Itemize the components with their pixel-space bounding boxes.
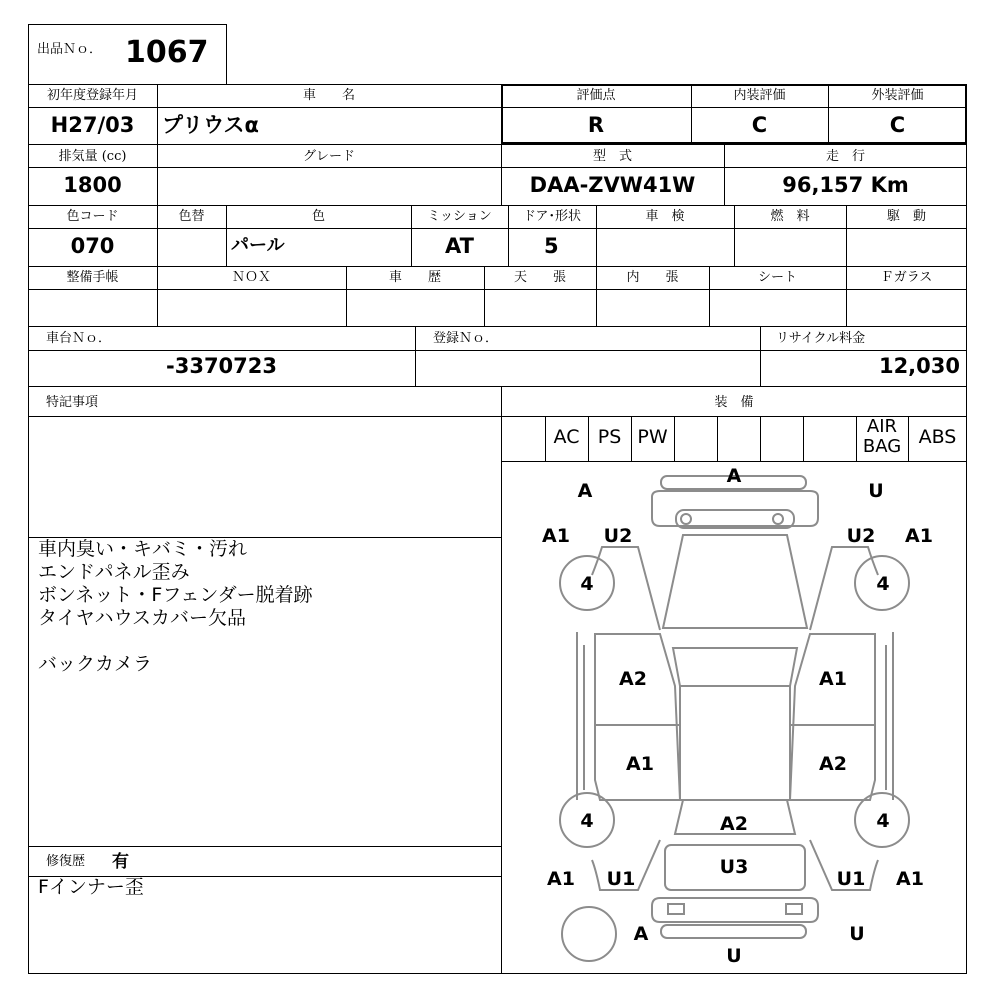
- repair-detail: Fインナー歪: [38, 876, 144, 898]
- notes-label: 特記事項: [46, 395, 99, 410]
- mission-label: ミッション: [427, 209, 492, 224]
- note-line-1: 車内臭い・キバミ・汚れ: [38, 538, 248, 560]
- displacement-label: 排気量 (cc): [58, 149, 127, 164]
- recycle-label: リサイクル料金: [776, 331, 866, 346]
- reg-no-label: 登録Ｎｏ．: [433, 331, 499, 346]
- repair-value: 有: [112, 852, 129, 872]
- mileage-value: 96,157 Km: [782, 173, 909, 197]
- color-value: パール: [231, 235, 285, 256]
- door-label: ドア･形状: [522, 209, 582, 224]
- grade-rear-bumper: U: [726, 945, 742, 967]
- equipment-ps: PS: [597, 426, 622, 448]
- mileage-label: 走 行: [825, 149, 865, 164]
- model-label: 型 式: [592, 149, 632, 164]
- fuel-label: 燃 料: [770, 209, 810, 224]
- inspection-label: 車 検: [645, 209, 685, 224]
- equipment-abs: ABS: [918, 426, 957, 448]
- grade-rear-left-u1: U1: [606, 868, 636, 890]
- grade-front-left-u2: U2: [603, 525, 633, 547]
- grade-hatch: U3: [719, 856, 749, 878]
- equipment-pw: PW: [637, 426, 668, 448]
- grade-front-right-u2: U2: [846, 525, 876, 547]
- lot-label: 出品Ｎｏ．: [37, 42, 103, 57]
- maintenance-label: 整備手帳: [66, 270, 119, 285]
- first-reg-value: H27/03: [50, 113, 135, 137]
- first-reg-label: 初年度登録年月: [46, 88, 138, 103]
- color-code-value: 070: [70, 234, 115, 258]
- color-label: 色: [311, 209, 325, 224]
- equipment-ac: AC: [553, 426, 580, 448]
- grade-front-bumper: A: [726, 465, 742, 487]
- note-line-3: ボンネット・Fフェンダー脱着跡: [38, 584, 313, 606]
- equipment-airbag: AIR BAG: [862, 416, 902, 457]
- exterior-label: 外装評価: [871, 88, 924, 103]
- car-name-value: プリウスα: [162, 113, 259, 137]
- drive-label: 駆 動: [886, 209, 926, 224]
- roof-label: 天 張: [513, 270, 566, 285]
- grade-rear-bumper-left: A: [633, 923, 649, 945]
- seat-label: シート: [757, 270, 797, 285]
- fglass-label: Ｆガラス: [880, 270, 933, 285]
- chassis-label: 車台Ｎｏ．: [46, 331, 112, 346]
- car-name-label: 車 名: [302, 88, 355, 103]
- interior-value: C: [751, 113, 768, 137]
- note-line-2: エンドパネル歪み: [38, 561, 190, 583]
- lining-label: 内 張: [626, 270, 679, 285]
- grade-front-bumper-left: A: [577, 480, 593, 502]
- mission-value: AT: [445, 234, 474, 258]
- lot-number: 1067: [125, 35, 209, 70]
- note-line-6: バックカメラ: [38, 653, 153, 675]
- note-line-4: タイヤハウスカバー欠品: [38, 607, 247, 629]
- recycle-value: 12,030: [878, 354, 960, 378]
- grade-label: グレード: [302, 149, 355, 164]
- grade-tire-rear-right: 4: [876, 810, 890, 832]
- score-value: R: [587, 113, 605, 137]
- grade-right-rear-door: A2: [819, 753, 847, 775]
- grade-front-left-a1: A1: [542, 525, 570, 547]
- grade-rear-right-a1: A1: [896, 868, 924, 890]
- grade-front-right-a1: A1: [905, 525, 933, 547]
- exterior-value: C: [889, 113, 906, 137]
- history-label: 車 歴: [388, 270, 441, 285]
- grade-rear-left-a1: A1: [547, 868, 575, 890]
- grade-front-bumper-right: U: [868, 480, 884, 502]
- grade-tire-front-right: 4: [876, 573, 890, 595]
- score-label: 評価点: [576, 88, 616, 103]
- grade-rear-bumper-right: U: [849, 923, 865, 945]
- equipment-label: 装 備: [714, 395, 754, 410]
- grade-tire-front-left: 4: [580, 573, 594, 595]
- repair-label: 修復歴: [46, 854, 86, 869]
- chassis-value: -3370723: [166, 354, 277, 378]
- nox-label: ＮＯＸ: [231, 270, 271, 285]
- grade-tire-rear-left: 4: [580, 810, 594, 832]
- grade-right-front-door: A1: [819, 668, 847, 690]
- grade-left-front-door: A2: [619, 668, 647, 690]
- grade-rear-right-u1: U1: [836, 868, 866, 890]
- door-value: 5: [544, 234, 559, 258]
- grade-rear-window: A2: [720, 813, 748, 835]
- interior-label: 内装評価: [733, 88, 786, 103]
- color-code-label: 色コード: [66, 209, 119, 224]
- displacement-value: 1800: [63, 173, 122, 197]
- grade-left-rear-door: A1: [626, 753, 654, 775]
- color-change-label: 色替: [178, 209, 205, 224]
- model-value: DAA-ZVW41W: [529, 173, 696, 197]
